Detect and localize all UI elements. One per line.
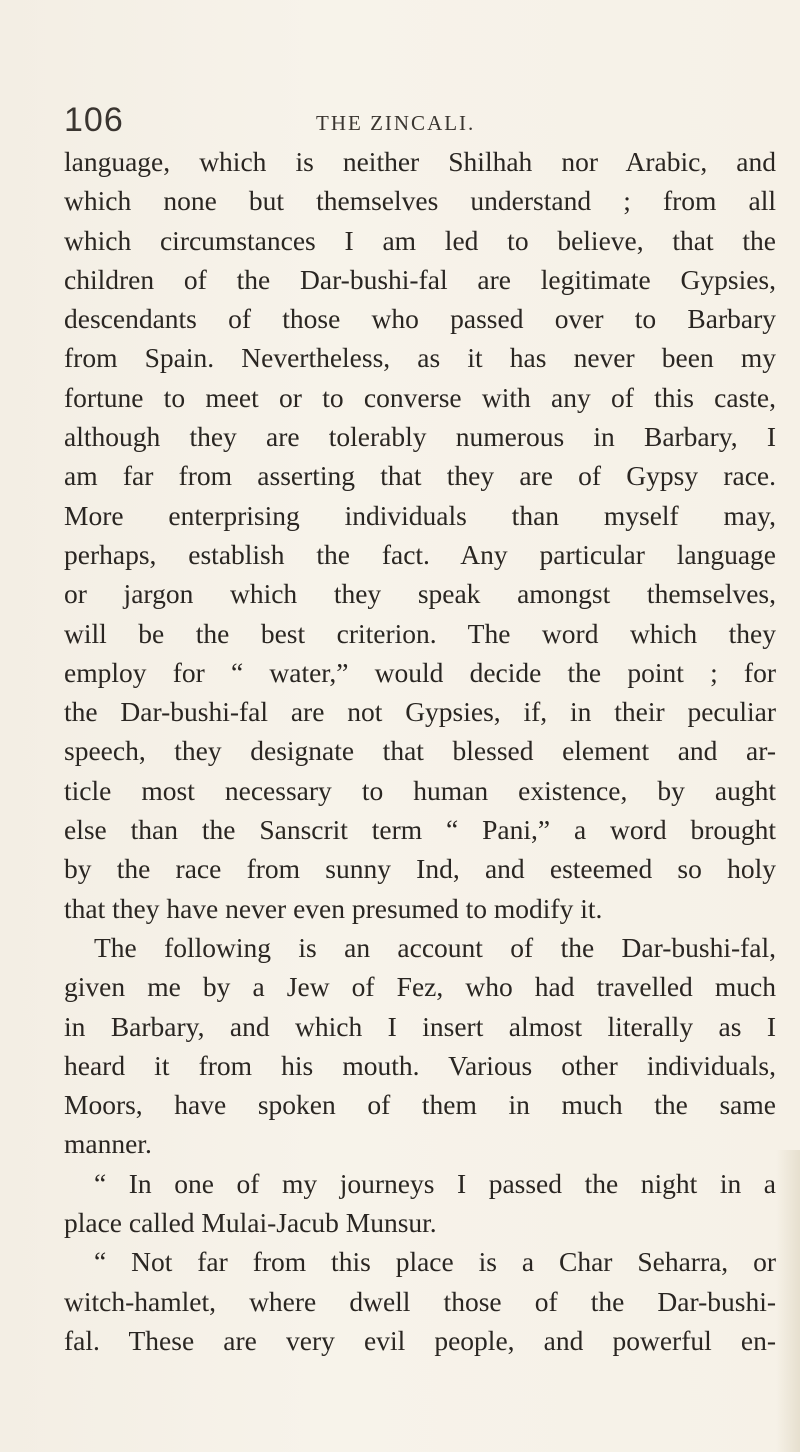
text-line: employ for “ water,” would decide the point ; for	[64, 656, 776, 688]
text-line: children of the Dar-bushi-fal are legitimate Gypsies,	[64, 263, 776, 295]
text-line: witch-hamlet, where dwell those of the Dar-bushi-	[64, 1285, 776, 1317]
text-line: from Spain. Nevertheless, as it has never been my	[64, 342, 776, 374]
text-line: will be the best criterion. The word which they	[64, 617, 776, 649]
body-text	[64, 142, 776, 1360]
text-line: place called Mulai-Jacub Munsur.	[64, 1207, 437, 1239]
text-line: which none but themselves understand ; from all	[64, 185, 776, 217]
text-line: fortune to meet or to converse with any of this caste,	[64, 381, 776, 413]
text-line: or jargon which they speak amongst themselves,	[64, 578, 776, 610]
text-line: by the race from sunny Ind, and esteemed so holy	[64, 853, 776, 885]
text-line: “ In one of my journeys I passed the night in a	[94, 1167, 776, 1199]
text-line: although they are tolerably numerous in Barbary, I	[64, 421, 776, 453]
text-line: else than the Sanscrit term “ Pani,” a word brought	[64, 814, 776, 846]
text-line: fal. These are very evil people, and powerful en-	[64, 1324, 776, 1356]
running-title: THE ZINCALI.	[316, 111, 476, 135]
text-line: manner.	[64, 1128, 152, 1160]
text-line: The following is an account of the Dar-bushi-fal,	[94, 931, 776, 963]
text-line: heard it from his mouth. Various other individuals,	[64, 1049, 776, 1081]
text-line: Moors, have spoken of them in much the same	[64, 1089, 776, 1121]
text-line: More enterprising individuals than myself may,	[64, 499, 776, 531]
text-line: am far from asserting that they are of Gypsy race.	[64, 460, 776, 492]
page-edge-shading	[776, 1150, 800, 1452]
text-line: descendants of those who passed over to Barbary	[64, 303, 776, 335]
text-line: speech, they designate that blessed element and ar-	[64, 735, 776, 767]
text-line: perhaps, establish the fact. Any particular language	[64, 538, 776, 570]
text-line: language, which is neither Shilhah nor Arabic, and	[64, 146, 776, 177]
text-line: in Barbary, and which I insert almost literally as I	[64, 1010, 776, 1042]
page-number: 106	[64, 101, 124, 139]
text-line: “ Not far from this place is a Char Seharra, or	[94, 1246, 776, 1278]
text-line: which circumstances I am led to believe, that the	[64, 224, 776, 256]
text-line: ticle most necessary to human existence, by aught	[64, 774, 776, 806]
text-line: that they have never even presumed to modify it.	[64, 892, 603, 924]
text-line: given me by a Jew of Fez, who had travelled much	[64, 971, 776, 1003]
text-line: the Dar-bushi-fal are not Gypsies, if, in their peculiar	[64, 696, 776, 728]
